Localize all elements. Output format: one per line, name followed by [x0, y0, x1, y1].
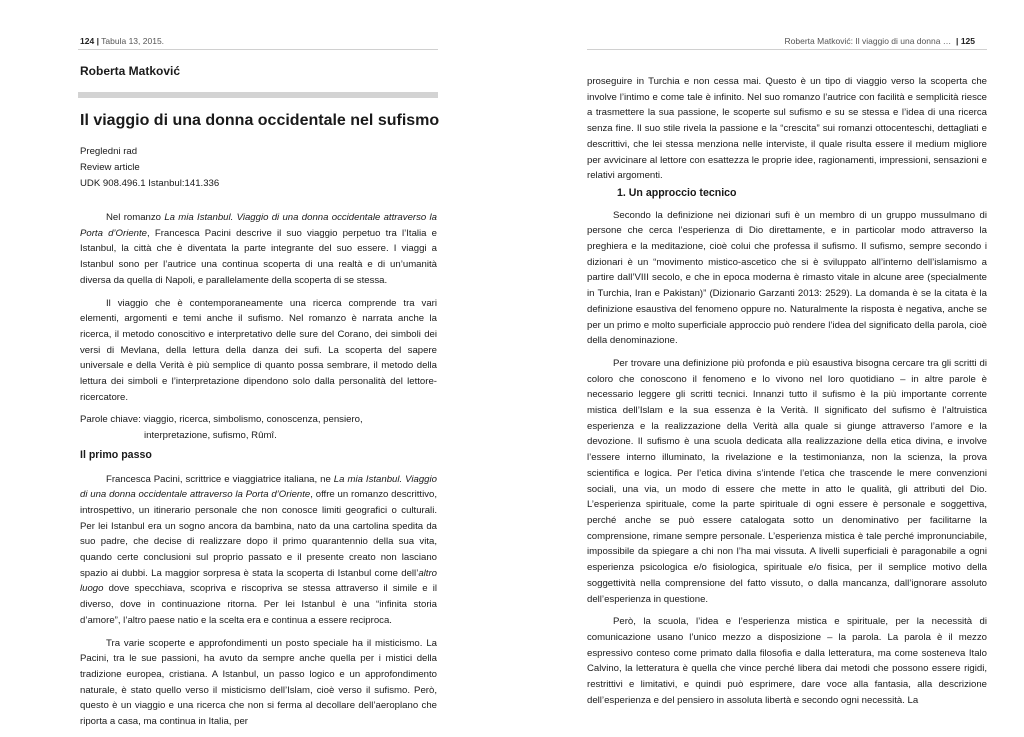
article-udk: UDK 908.496.1 Istanbul:141.336 [80, 178, 220, 189]
right-running-title: Roberta Matković: Il viaggio di una donna … [784, 36, 952, 46]
keywords [80, 412, 437, 443]
section-heading-primo-passo: Il primo passo [80, 448, 152, 461]
keywords-line-1: Parole chiave: viaggio, ricerca, simbolismo, conoscenza, pensiero, [80, 414, 363, 426]
right-header-rule [587, 49, 987, 50]
left-header-separator: | [96, 36, 99, 46]
section1-paragraph-1: Francesca Pacini, scrittrice e viaggiatrice italiana, ne La mia Istanbul. Viaggio di una donna occidentale attraverso la Porta d’Oriente, offre un romanzo descrittivo, introspettivo, un itinerario personale che non conosce limiti geografici o culturali. Per lei Istanbul era un sogno ancora da bambina, nato da una cartolina spedita da suo padre, che decise di realizzare dopo il primo quarantennio della sua vita, quando certe conclusioni sul proprio passato e il presente creato non lasciano spazio ai dubbi. La maggior sorpresa è stata la scoperta di Istanbul come dell’altro luogo dove specchiava, scopriva e riscopriva se stessa attraverso il simile e il diverso, dove in continuazione ritorna. Per lei Istanbul è una “infinita storia d’amore”, l’altro paese natio e la scelta era e continua a essere reciproca. [80, 473, 437, 626]
article-author: Roberta Matković [80, 64, 181, 78]
continued-paragraph: proseguire in Turchia e non cessa mai. Questo è un tipo di viaggio verso la scoperta che involve l’intimo e come tale è infinito. Nel suo romanzo l’autrice con facilità e semplicità riesce a trasmettere la sua passione, le scoperte sul sufismo e su se stessa e l’idea di una ricerca senza fine. Il suo stile rivela la passione e la “crescita” sui romanzi ottocenteschi, dettagliati e descrittivi, che lei stessa menziona nelle interviste, il quale risulta essere il medium migliore per avvicinare al lettore con esattezza le proprie idee, ragionamenti, impressioni, sensazioni e relativi argomenti. [587, 76, 987, 182]
section2-paragraph-2: Per trovare una definizione più profonda e più esaustiva bisogna cercare tra gli scritti di coloro che conoscono il fenomeno e lo vivono nel loro quotidiano – in altre parole è necessario leggere gli scritti tecnici. Innanzi tutto il sufismo è la più importante corrente mistica dell’Islam e la sua essenza è la Verità. Il significato del sufismo è l’altruistica esperienza e la realizzazione della Verità alla quale si giunge attraverso l’amore e la devozione. Il sufismo è una scuola dedicata alla realizzazione della etica divina, e involve l’essere interno illuminato, la rivelazione e la testimonianza, non la scienza, la prova scientifica e logica. Per l’etica divina s’intende l’etica che trascende le mere convenzioni sociali, una via, un modo di essere che mette in atto le qualità, gli attributi del Dio. L’esperienza spirituale, come la parte spirituale di ogni essere è personale e soggettiva, perché anche se può essere catalogata sotto un denominativo per facilitarne la comprensione, rimane sempre personale. L’esperienza mistica è tale perché impronunciabile, impossibile da spiegare a chi non l’ha mai vissuta. A livelli superficiali è paragonabile a ogni esperienza psicologica e/o fisiologica, spirituale e/o fisica, per il semplice motivo della soggettività nella comprensione del fatto vissuto, o dalla mancanza, dall’ignorare assoluto dell’esperienza in questione. [587, 357, 987, 605]
article-title: Il viaggio di una donna occidentale nel sufismo [80, 112, 440, 129]
section2-paragraph-3: Però, la scuola, l’idea e l’esperienza mistica e spirituale, per la necessità di comunicazione usano l’unico mezzo a disposizione – la parola. La parola è il mezzo espressivo conteso come primato dalla filosofia e dalla letteratura, ma come sosteneva Italo Calvino, la letteratura è quella che vince perché libera dai metodi che possono essere rigidi, restrittivi e limitativi, e quindi può esprimere, dare voce alla fantasia, alla descrizione dell’esperienza e del pensiero in assoluta libertà e secondo ogni necessità. La [587, 616, 987, 706]
article-type-hr: Pregledni rad [80, 146, 138, 157]
left-page-number: 124 [80, 36, 95, 46]
abstract-paragraph-2: Il viaggio che è contemporaneamente una ricerca comprende tra vari elementi, argomenti e temi anche il sufismo. Nel romanzo è narrata anche la ricerca, il metodo conoscitivo e interpretativo delle sure del Corano, dei simboli dei versi di Mevlana, della lettura della danza dei sufi. La scoperta del sapere universale e della Verità è più semplice di quanto possa sembrare, il metodo della lettura dei simboli e l’interpretazione dipendono solo dalla personalità del lettore-ricercatore. [80, 297, 437, 403]
article-metadata [80, 144, 219, 192]
right-header-separator: | [956, 36, 959, 46]
right-running-header [785, 36, 975, 46]
right-page [512, 0, 1024, 724]
article-type-en: Review article [80, 162, 140, 173]
section-heading-approccio-tecnico: 1. Un approccio tecnico [617, 186, 737, 199]
right-text-column [587, 74, 987, 715]
right-page-number: 125 [960, 36, 975, 46]
keywords-line-2: interpretazione, sufismo, Rûmî. [144, 430, 277, 442]
section2-paragraph-1: Secondo la definizione nei dizionari sufi è un membro di un gruppo mussulmano di persone che cerca l’esperienza di Dio direttamente, e in particolar modo attraverso la preghiera e la meditazione, cioè colui che professa il sufismo. Il sufismo, sempre secondo i dizionari è un “movimento mistico-ascetico che si è sviluppato all’interno dell’islamismo a partire dall’VIII secolo, e che in epoca moderna è rimasto vitale in alcune aree (specialmente in Turchia, Iran e Pakistan)” (Dizionario Garzanti 2013: 2529). La domanda è se la citata è la definizione esaustiva del fenomeno oppure no. Naturalmente la risposta è negativa, anche se per un primo e molto superficiale approccio può rendere l’idea del significato della parola, cioè della denominazione. [587, 209, 987, 347]
left-journal-name: Tabula 13, 2015. [101, 36, 165, 46]
title-divider-bar [78, 92, 438, 98]
left-running-header [80, 36, 164, 46]
left-page [0, 0, 512, 728]
left-header-rule [78, 49, 438, 50]
left-text-column [80, 210, 437, 737]
abstract-paragraph-1: Nel romanzo La mia Istanbul. Viaggio di una donna occidentale attraverso la Porta d’Oriente, Francesca Pacini descrive il suo viaggio perpetuo tra l’Italia e Istanbul, la città che è diventata la parte integrante del suo essere. I viaggi a Istanbul sono per l’autrice una continua scoperta di una realtà e di un’umanità diversa da quella di Napoli, e parallelamente della scoperta di se stessa. [80, 212, 438, 286]
section1-paragraph-2: Tra varie scoperte e approfondimenti un posto speciale ha il misticismo. La Pacini, tra le sue passioni, ha avuto da sempre anche quella per i mistici della tradizione europea, cristiana. A Istanbul, un passo logico e un approfondimento naturale, è stato quello verso il misticismo dell’Islam, cioè verso il sufismo. Però, questo è un viaggio e una ricerca che non si ferma al decollare dell’aeroplano che riporta a casa, ma continua in Italia, per [80, 637, 437, 728]
